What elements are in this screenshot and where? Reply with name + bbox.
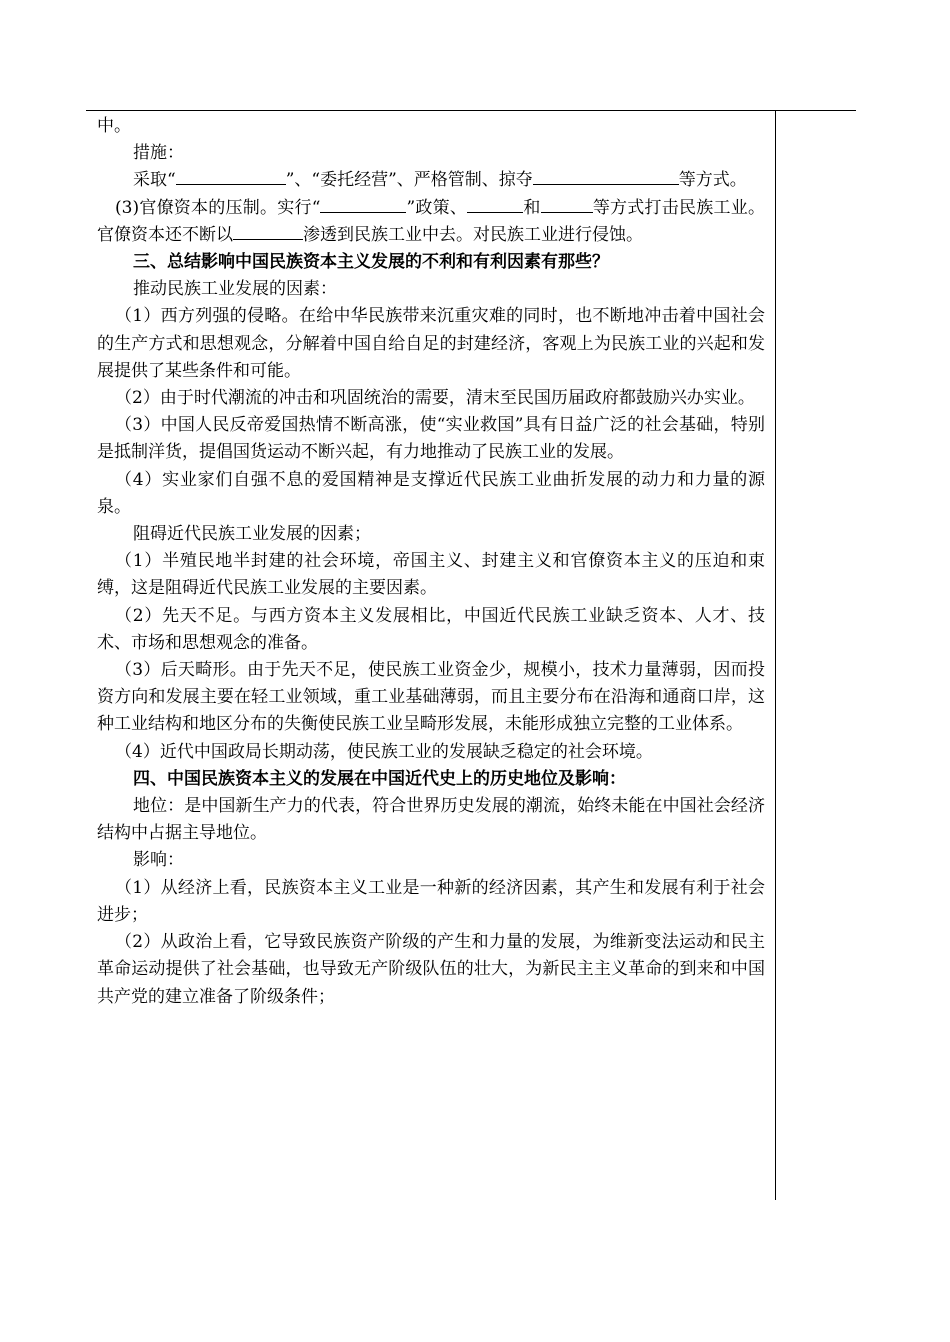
- hinder-factor: （3）后天畸形。由于先天不足，使民族工业资金少，规模小，技术力量薄弱，因而投资方向和发展主要在轻工业领域，重工业基础薄弱，而且主要分布在沿海和通商口岸，这种工业结构和地区分布的失衡使民族工业呈畸形发展，未能形成独立完整的工业体系。: [97, 660, 765, 735]
- fill-blank[interactable]: [176, 167, 286, 185]
- table-top-border: [86, 110, 856, 111]
- table-column-divider: [775, 110, 776, 1200]
- measures-label: 措施：: [133, 143, 184, 164]
- measures-text: 采取“ ”、“委托经营”、严格管制、掠夺 等方式。: [97, 167, 765, 194]
- fill-blank[interactable]: [467, 195, 523, 213]
- hinder-factor: （4）近代中国政局长期动荡，使民族工业的发展缺乏稳定的社会环境。: [115, 741, 653, 762]
- fill-blank[interactable]: [533, 167, 679, 185]
- promote-factor: （3）中国人民反帝爱国热情不断高涨，使“实业救国”具有日益广泛的社会基础，特别是抵制洋货，提倡国货运动不断兴起，有力地推动了民族工业的发展。: [97, 415, 765, 463]
- impact-item: （1）从经济上看，民族资本主义工业是一种新的经济因素，其产生和发展有利于社会进步；: [97, 877, 765, 925]
- hinder-factor: （2）先天不足。与西方资本主义发展相比，中国近代民族工业缺乏资本、人才、技术、市场和思想观念的准备。: [97, 605, 765, 653]
- impact-item: （2）从政治上看，它导致民族资产阶级的产生和力量的发展，为维新变法运动和民主革命运动提供了社会基础，也导致无产阶级队伍的壮大，为新民主主义革命的到来和中国共产党的建立准备了阶级条件；: [97, 932, 765, 1007]
- document-body: [97, 113, 765, 1011]
- promote-factor: （1）西方列强的侵略。在给中华民族带来沉重灾难的同时，也不断地冲击着中国社会的生产方式和思想观念，分解着中国自给自足的封建经济，客观上为民族工业的兴起和发展提供了某些条件和可能。: [97, 306, 765, 381]
- hinder-factor: （1）半殖民地半封建的社会环境，帝国主义、封建主义和官僚资本主义的压迫和束缚，这是阻碍近代民族工业发展的主要因素。: [97, 551, 765, 599]
- section-heading-4: 四、中国民族资本主义的发展在中国近代史上的历史地位及影响：: [133, 768, 626, 789]
- status-paragraph: 地位：是中国新生产力的代表，符合世界历史发展的潮流，始终未能在中国社会经济结构中占据主导地位。: [97, 796, 765, 844]
- paragraph-continuation: 中。: [97, 116, 131, 136]
- bureaucratic-capital-paragraph: (3)官僚资本的压制。实行“ ”政策、 和 等方式打击民族工业。官僚资本还不断以 渗透到民族工业中去。对民族工业进行侵蚀。: [97, 195, 765, 249]
- promote-factor: （2）由于时代潮流的冲击和巩固统治的需要，清末至民国历届政府都鼓励兴办实业。: [115, 388, 755, 409]
- promote-factors-label: 推动民族工业发展的因素：: [133, 279, 337, 300]
- fill-blank[interactable]: [233, 222, 303, 240]
- section-heading-3: 三、总结影响中国民族资本主义发展的不利和有利因素有那些？: [133, 252, 609, 273]
- hinder-factors-label: 阻碍近代民族工业发展的因素；: [133, 524, 371, 545]
- fill-blank[interactable]: [541, 195, 593, 213]
- fill-blank[interactable]: [320, 195, 406, 213]
- impact-label: 影响：: [133, 850, 184, 871]
- promote-factor: （4）实业家们自强不息的爱国精神是支撑近代民族工业曲折发展的动力和力量的源泉。: [97, 469, 765, 517]
